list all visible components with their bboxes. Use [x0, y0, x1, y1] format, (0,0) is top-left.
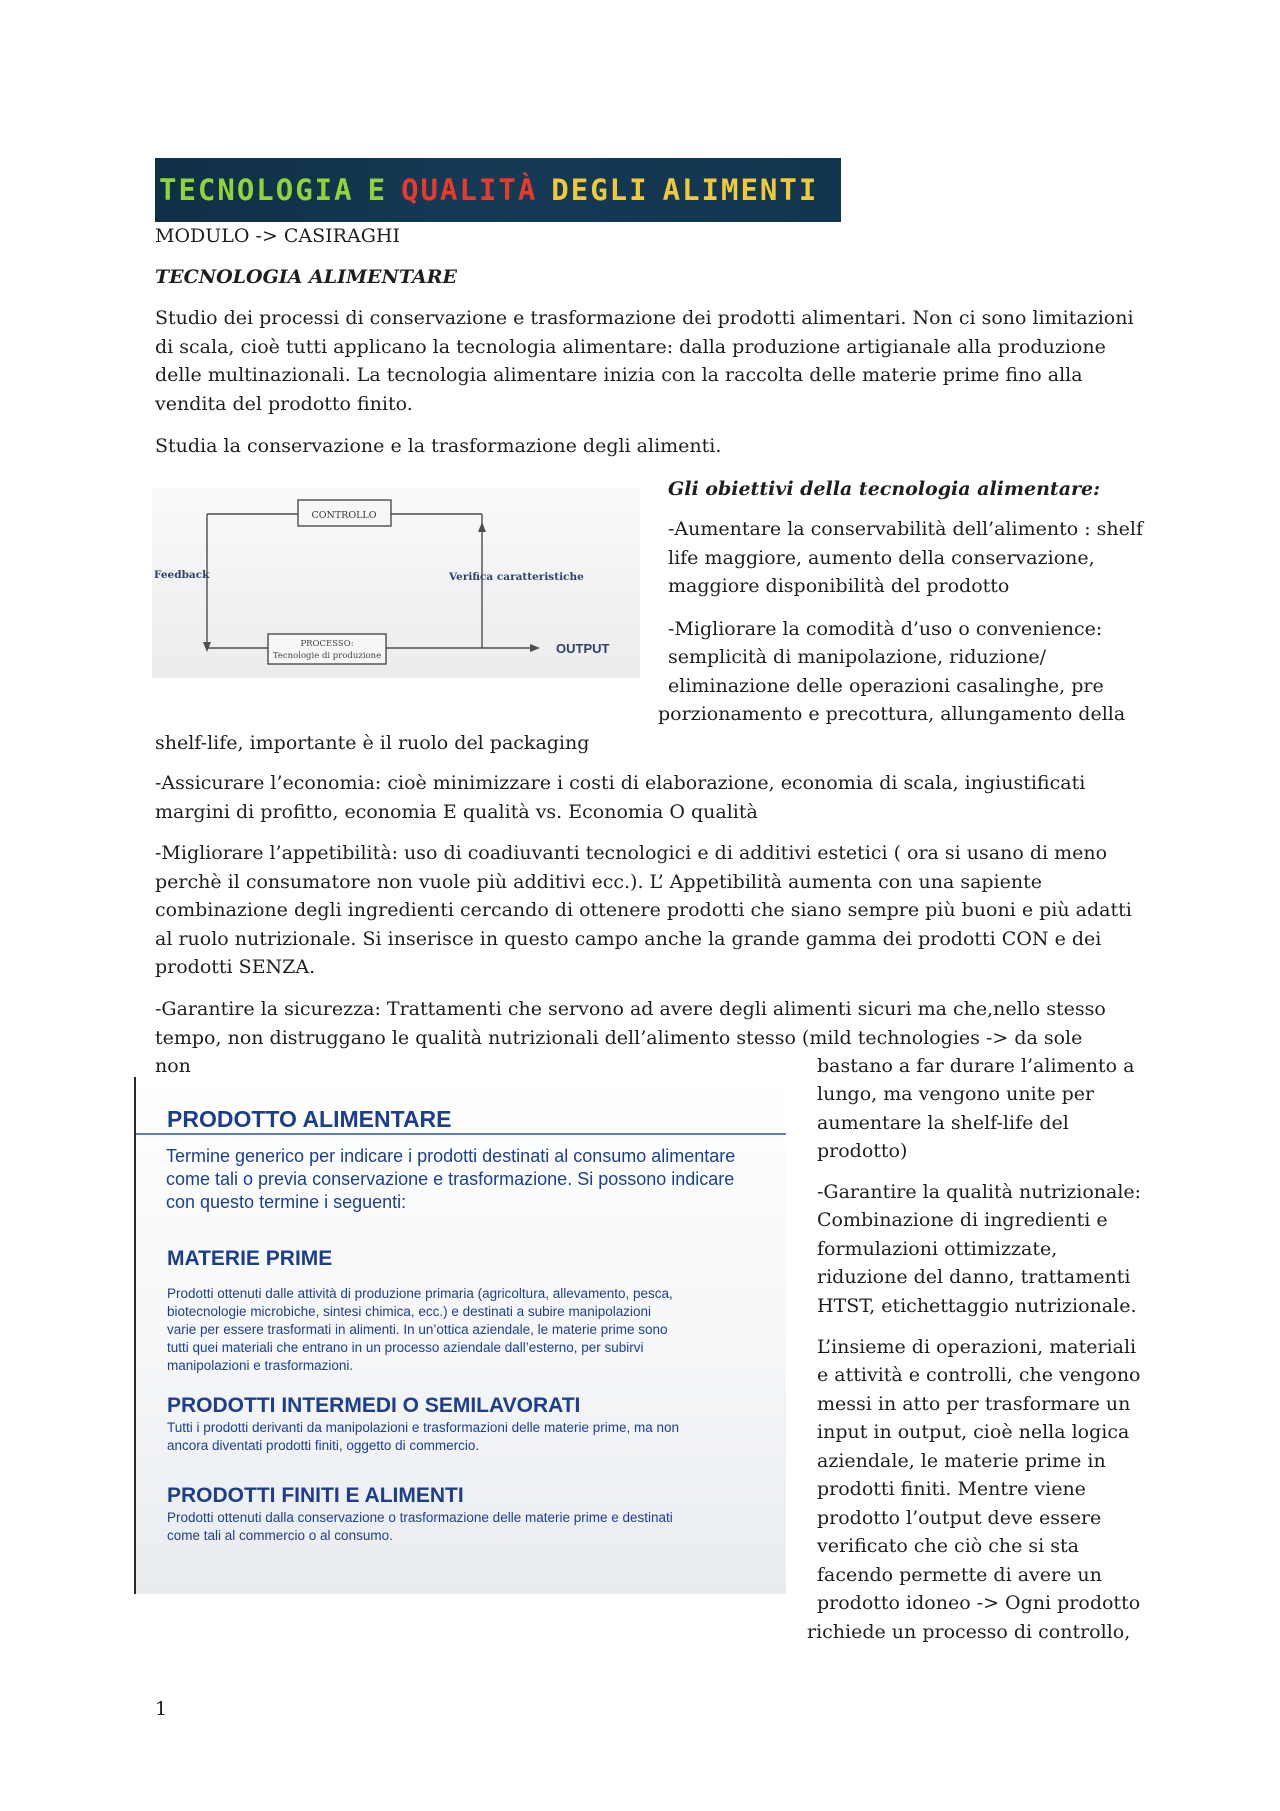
process-line: prodotto idoneo -> Ogni prodotto [817, 1592, 1141, 1614]
process-line: input in output, cioè nella logica [817, 1421, 1130, 1443]
arrow-right-icon [530, 644, 540, 652]
slide-intermedi-text [167, 1419, 782, 1455]
objective-3: -Assicurare l’economia: cioè minimizzare i costi di elaborazione, economia di scala, ingiustificati margini di profitto, economia E qualità vs. Economia O qualità [155, 772, 1086, 823]
objective-5-tail-line: lungo, ma vengono unite per [817, 1083, 1095, 1105]
process-line: aziendale, le materie prime in [817, 1450, 1106, 1472]
diagram-label-tecnologie: Tecnologie di produzione [272, 651, 382, 661]
slide-text-line: tutti quei materiali che entrano in un processo aziendale dall’esterno, per subirvi [167, 1340, 644, 1355]
slide-text-line: Prodotti ottenuti dalle attività di produzione primaria (agricoltura, allevamento, pesca, [167, 1286, 673, 1301]
page-number: 1 [155, 1698, 168, 1720]
objective-6-line: Combinazione di ingredienti e [817, 1209, 1108, 1231]
module-line: MODULO -> CASIRAGHI [155, 225, 400, 247]
arrow-down-icon [203, 642, 211, 652]
title-banner [155, 158, 841, 222]
slide-heading-finiti: PRODOTTI FINITI E ALIMENTI [167, 1484, 464, 1507]
slide-text-line: Prodotti ottenuti dalla conservazione o trasformazione delle materie prime e destinati [167, 1510, 673, 1525]
process-line: verificato che ciò che si sta [817, 1535, 1079, 1557]
process-line: richiede un processo di controllo, [807, 1621, 1131, 1643]
slide-text-line: Tutti i prodotti derivanti da manipolazioni e trasformazioni delle materie prime, ma non [167, 1420, 679, 1435]
slide-text-line: varie per essere trasformati in alimenti. In un’ottica aziendale, le materie prime sono [167, 1322, 668, 1337]
process-line: prodotti finiti. Mentre viene [817, 1478, 1086, 1500]
slide-text-line: ancora diventati prodotti finiti, oggetto di commercio. [167, 1438, 480, 1453]
slide-text-line: manipolazioni e trasformazioni. [167, 1358, 354, 1373]
slide-heading-materie: MATERIE PRIME [167, 1247, 333, 1270]
objective-2-line: semplicità di manipolazione, riduzione/ [668, 646, 1047, 668]
objective-2-line: -Migliorare la comodità d’uso o convenience: [668, 618, 1103, 640]
objective-5-tail-line: aumentare la shelf-life del [817, 1112, 1069, 1134]
banner-word: DEGLI [551, 173, 649, 207]
objective-2-tail: shelf-life, importante è il ruolo del packaging [155, 732, 590, 754]
banner-word: QUALITÀ [401, 173, 538, 207]
studia-line: Studia la conservazione e la trasformazione degli alimenti. [155, 435, 722, 457]
banner-word: E [367, 173, 388, 207]
process-line: L’insieme di operazioni, materiali [817, 1336, 1137, 1358]
objective-6-line: -Garantire la qualità nutrizionale: [817, 1181, 1142, 1203]
slide-heading-intermedi: PRODOTTI INTERMEDI O SEMILAVORATI [167, 1394, 581, 1417]
objective-4: -Migliorare l’appetibilità: uso di coadiuvanti tecnologici e di additivi estetici ( ora si usano di meno perchè il consumatore non vuole più additivi ecc.). L’ Appetibilità aumenta con una sapiente combinazione degli ingredienti cercando di ottenere prodotti che siano sempre più buoni e più adatti al ruolo nutrizionale. Si inserisce in questo campo anche la grande gamma dei prodotti CON e dei prodotti SENZA. [155, 842, 1132, 978]
objective-6-line: formulazioni ottimizzate, [817, 1238, 1058, 1260]
slide-intro-line: come tali o previa conservazione e trasformazione. Si possono indicare [166, 1169, 735, 1189]
diagram-label-processo: PROCESSO: [300, 639, 354, 649]
banner-word: TECNOLOGIA [159, 173, 354, 207]
diagram-label-verifica: Verifica caratteristiche [449, 571, 584, 583]
objective-5-tail-line: bastano a far durare l’alimento a [817, 1055, 1135, 1077]
prodotto-alimentare-slide [134, 1077, 786, 1594]
slide-text-line: come tali al commercio o al consumo. [167, 1528, 393, 1543]
diagram-label-output: OUTPUT [556, 641, 610, 656]
slide-intro-line: Termine generico per indicare i prodotti destinati al consumo alimentare [166, 1146, 736, 1166]
objective-5: -Garantire la sicurezza: Trattamenti che servono ad avere degli alimenti sicuri ma che,nello stesso tempo, non distruggano le qualità nutrizionali dell’alimento stesso (mild technologies -> da sole non [155, 998, 1106, 1077]
arrow-up-icon [478, 522, 486, 532]
slide-intro-line: con questo termine i seguenti: [166, 1192, 407, 1212]
objective-2-line: eliminazione delle operazioni casalinghe, pre [668, 675, 1104, 697]
process-line: e attività e controlli, che vengono [817, 1364, 1141, 1386]
process-line: messi in atto per trasformare un [817, 1393, 1131, 1415]
intro-paragraph: Studio dei processi di conservazione e trasformazione dei prodotti alimentari. Non ci sono limitazioni di scala, cioè tutti applicano la tecnologia alimentare: dalla produzione artigianale alla produzione delle multinazionali. La tecnologia alimentare inizia con la raccolta delle materie prime fino alla vendita del prodotto finito. [155, 307, 1134, 415]
diagram-label-controllo: CONTROLLO [311, 510, 377, 521]
slide-divider [136, 1133, 786, 1135]
objective-5-tail-line: prodotto) [817, 1140, 908, 1162]
objective-2-line: porzionamento e precottura, allungamento della [658, 703, 1126, 725]
process-line: facendo permette di avere un [817, 1564, 1102, 1586]
diagram-label-feedback: Feedback [154, 569, 210, 581]
process-line: prodotto l’output deve essere [817, 1507, 1102, 1529]
banner-word: ALIMENTI [662, 173, 819, 207]
slide-intro [166, 1145, 786, 1214]
section-title: TECNOLOGIA ALIMENTARE [155, 266, 458, 288]
process-control-diagram [152, 488, 640, 678]
objective-6-line: HTST, etichettaggio nutrizionale. [817, 1295, 1137, 1317]
objective-1: -Aumentare la conservabilità dell’alimento : shelf life maggiore, aumento della conservazione, maggiore disponibilità del prodotto [668, 518, 1143, 597]
objectives-heading: Gli obiettivi della tecnologia alimentare: [668, 478, 1101, 500]
slide-materie-text [167, 1285, 782, 1375]
slide-title: PRODOTTO ALIMENTARE [167, 1106, 452, 1132]
objective-6-line: riduzione del danno, trattamenti [817, 1266, 1131, 1288]
slide-text-line: biotecnologie microbiche, sintesi chimica, ecc.) e destinati a subire manipolazioni [167, 1304, 651, 1319]
slide-finiti-text [167, 1509, 782, 1545]
